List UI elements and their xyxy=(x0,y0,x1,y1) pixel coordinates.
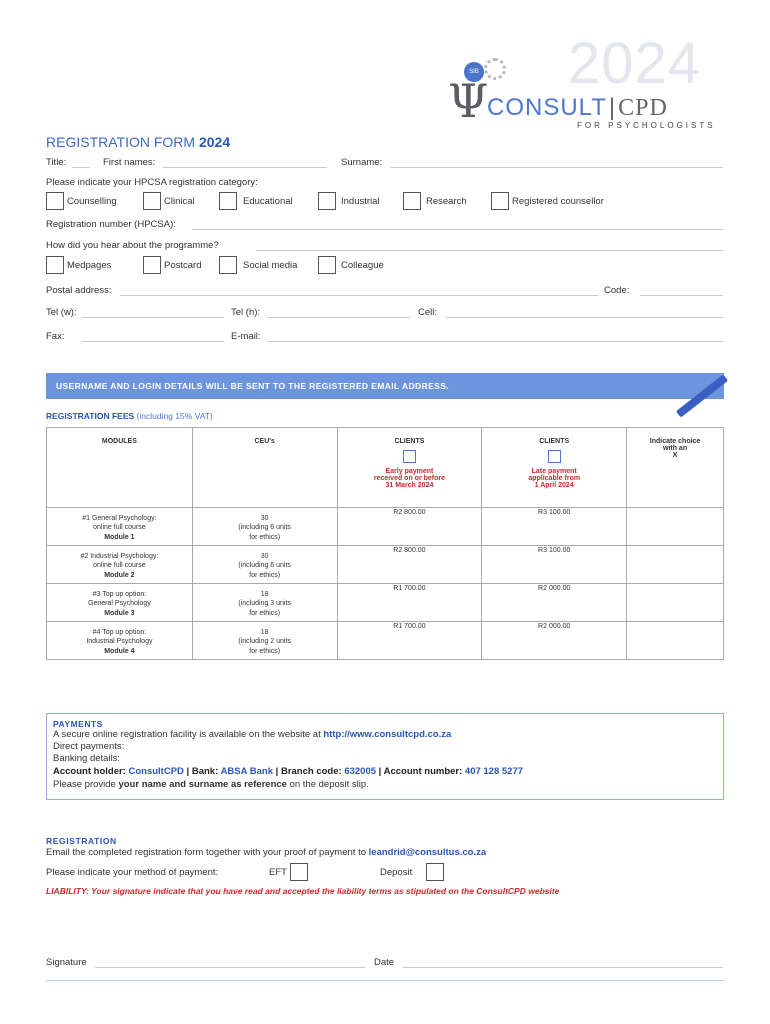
deposit-label: Deposit xyxy=(380,867,413,878)
choice-line-1: Indicate choice xyxy=(649,438,701,445)
late-price: R3 100.00 xyxy=(482,508,627,546)
early-price: R1 700.00 xyxy=(337,622,482,660)
ceu-line: (including 2 units xyxy=(238,638,291,646)
table-row xyxy=(47,622,724,660)
checkbox-social-media[interactable] xyxy=(219,256,237,274)
brand-tagline: FOR PSYCHOLOGISTS xyxy=(577,121,716,130)
form-title-year: 2024 xyxy=(198,134,231,150)
brand-logo xyxy=(487,94,668,122)
ceu-line: 30 xyxy=(260,553,269,560)
header-early xyxy=(337,428,482,508)
brand-separator: | xyxy=(608,94,617,121)
checkbox-early-payment[interactable] xyxy=(403,450,416,463)
registration-email-link[interactable]: leandrid@consultus.co.za xyxy=(368,847,487,858)
fees-title-text: REGISTRATION FEES xyxy=(46,411,135,421)
tel-h-label: Tel (h): xyxy=(231,307,261,318)
table-row xyxy=(47,508,724,546)
late-line-3: 1 April 2024 xyxy=(534,482,574,489)
module-line: #2 Industrial Psychology: xyxy=(80,553,159,560)
form-title-text: REGISTRATION FORM xyxy=(46,134,196,150)
title-label: Title: xyxy=(46,157,67,168)
ceu-cell xyxy=(192,584,337,622)
website-link[interactable]: http://www.consultcpd.co.za xyxy=(323,729,452,740)
checkbox-deposit[interactable] xyxy=(426,863,444,881)
email-label: E-mail: xyxy=(231,331,261,342)
choice-line-3: X xyxy=(672,452,678,459)
module-name: Module 1 xyxy=(104,533,135,541)
module-line: General Psychology xyxy=(88,600,151,608)
table-row xyxy=(47,546,724,584)
source-label: Social media xyxy=(243,260,298,271)
surname-label: Surname: xyxy=(341,157,383,168)
early-price: R1 700.00 xyxy=(337,584,482,622)
ceu-line: 18 xyxy=(260,629,269,636)
early-line-3: 31 March 2024 xyxy=(385,482,434,489)
module-line: #4 Top up option: xyxy=(92,629,147,636)
early-price: R2 800.00 xyxy=(337,546,482,584)
tel-w-field[interactable] xyxy=(82,317,224,318)
signature-label: Signature xyxy=(46,957,87,968)
early-line-1: Early payment xyxy=(385,468,434,475)
email-field[interactable] xyxy=(268,341,723,342)
registration-instruction xyxy=(46,847,486,858)
header-modules: MODULES xyxy=(47,428,193,508)
module-cell xyxy=(47,546,193,584)
choice-line-2: with an xyxy=(662,445,688,452)
module-cell xyxy=(47,622,193,660)
separator: | xyxy=(275,766,279,777)
separator: | xyxy=(378,766,382,777)
ceu-cell xyxy=(192,546,337,584)
cell-field[interactable] xyxy=(446,317,723,318)
category-label: Educational xyxy=(243,196,293,207)
choice-cell[interactable] xyxy=(627,546,724,584)
module-cell xyxy=(47,508,193,546)
checkbox-counselling[interactable] xyxy=(46,192,64,210)
psi-logo-icon: Ψ xyxy=(448,74,489,128)
late-price: R2 000.00 xyxy=(482,584,627,622)
registration-number-field[interactable] xyxy=(192,229,723,230)
code-field[interactable] xyxy=(640,295,723,296)
source-label: Postcard xyxy=(164,260,202,271)
fees-title xyxy=(46,411,213,421)
module-name: Module 3 xyxy=(104,609,135,617)
ceu-line: for ethics) xyxy=(249,609,281,617)
form-title xyxy=(46,134,230,150)
checkbox-research[interactable] xyxy=(403,192,421,210)
first-names-field[interactable] xyxy=(163,167,327,168)
branch-value: 632005 xyxy=(344,766,377,777)
late-price: R3 100.00 xyxy=(482,546,627,584)
fees-header-row xyxy=(47,428,724,508)
reference-bold: your name and surname as reference xyxy=(118,779,287,790)
bank-value: ABSA Bank xyxy=(220,766,273,777)
fees-vat-note: (including 15% VAT) xyxy=(136,411,213,421)
holder-label: Account holder: xyxy=(53,766,126,777)
checkbox-colleague[interactable] xyxy=(318,256,336,274)
choice-cell[interactable] xyxy=(627,508,724,546)
eft-label: EFT xyxy=(269,867,287,878)
source-label: Medpages xyxy=(67,260,112,271)
code-label: Code: xyxy=(604,285,630,296)
signature-field[interactable] xyxy=(95,967,365,968)
heard-prompt: How did you hear about the programme? xyxy=(46,240,219,251)
ceu-line: for ethics) xyxy=(249,533,281,541)
account-details xyxy=(53,765,717,779)
logo-year: 2024 xyxy=(568,31,702,96)
module-line: #3 Top up option: xyxy=(92,591,147,598)
checkbox-late-payment[interactable] xyxy=(548,450,561,463)
tel-h-field[interactable] xyxy=(268,317,410,318)
category-label: Research xyxy=(426,196,467,207)
brand-cpd: CPD xyxy=(618,95,668,121)
checkbox-registered-counsellor[interactable] xyxy=(491,192,509,210)
category-label: Industrial xyxy=(341,196,380,207)
table-row xyxy=(47,584,724,622)
module-line: online full course xyxy=(93,524,146,532)
payments-online-line xyxy=(53,729,717,741)
reference-post: on the deposit slip. xyxy=(289,779,369,790)
payments-box xyxy=(46,713,724,800)
early-price: R2 800.00 xyxy=(337,508,482,546)
tel-w-label: Tel (w): xyxy=(46,307,77,318)
source-label: Colleague xyxy=(341,260,384,271)
category-prompt: Please indicate your HPCSA registration category: xyxy=(46,177,258,188)
category-label: Clinical xyxy=(164,196,195,207)
module-name: Module 4 xyxy=(104,647,135,655)
ceu-cell xyxy=(192,622,337,660)
module-name: Module 2 xyxy=(104,571,135,579)
payments-online-text: A secure online registration facility is available on the website at xyxy=(53,729,321,740)
late-line-1: Late payment xyxy=(531,468,577,475)
fax-label: Fax: xyxy=(46,331,65,342)
branch-label: Branch code: xyxy=(280,766,342,777)
postal-address-label: Postal address: xyxy=(46,285,112,296)
checkbox-educational[interactable] xyxy=(219,192,237,210)
early-line-2: received on or before xyxy=(373,475,446,482)
reference-pre: Please provide xyxy=(53,779,116,790)
date-field[interactable] xyxy=(403,967,723,968)
header-late xyxy=(482,428,627,508)
footer-divider xyxy=(46,980,724,981)
choice-cell[interactable] xyxy=(627,584,724,622)
category-label: Registered counsellor xyxy=(512,196,604,207)
separator: | xyxy=(186,766,190,777)
checkbox-clinical[interactable] xyxy=(143,192,161,210)
banking-details-text: Banking details: xyxy=(53,753,121,764)
choice-cell[interactable] xyxy=(627,622,724,660)
ceu-line: for ethics) xyxy=(249,647,281,655)
registration-heading: REGISTRATION xyxy=(46,836,117,846)
postal-address-field[interactable] xyxy=(120,295,598,296)
account-label: Account number: xyxy=(383,766,463,777)
header-clients-early: CLIENTS xyxy=(394,438,425,445)
registration-number-label: Registration number (HPCSA): xyxy=(46,219,176,230)
surname-field[interactable] xyxy=(390,167,723,168)
ceu-line: 18 xyxy=(260,591,269,598)
cell-label: Cell: xyxy=(418,307,438,318)
registration-instruction-text: Email the completed registration form together with your proof of payment to xyxy=(46,847,366,858)
heard-field[interactable] xyxy=(256,250,723,251)
checkbox-industrial[interactable] xyxy=(318,192,336,210)
header-choice xyxy=(627,428,724,508)
bank-label: Bank: xyxy=(191,766,219,777)
date-label: Date xyxy=(374,957,395,968)
first-names-label: First names: xyxy=(103,157,156,168)
ceu-line: 30 xyxy=(260,515,269,522)
late-price: R2 000.00 xyxy=(482,622,627,660)
reference-line xyxy=(53,779,717,791)
module-line: #1 General Psychology: xyxy=(82,515,157,522)
logo-badge: SIB xyxy=(464,62,484,82)
ceu-line: (including 6 units xyxy=(238,562,291,570)
fax-field[interactable] xyxy=(82,341,224,342)
brand-consult: CONSULT xyxy=(487,94,607,121)
checkbox-medpages[interactable] xyxy=(46,256,64,274)
header-ceus: CEU's xyxy=(192,428,337,508)
payments-heading: PAYMENTS xyxy=(53,719,103,729)
module-line: online full course xyxy=(93,562,146,570)
liability-notice: LIABILITY: Your signature indicate that you have read and accepted the liability terms as stipulated on the ConsultCPD website xyxy=(46,886,560,896)
login-notice-banner: USERNAME AND LOGIN DETAILS WILL BE SENT TO THE REGISTERED EMAIL ADDRESS. xyxy=(46,373,724,399)
fees-table xyxy=(46,427,724,660)
module-line: Industrial Psychology xyxy=(86,638,153,646)
account-value: 407 128 5277 xyxy=(464,766,524,777)
direct-payments-text: Direct payments: xyxy=(53,741,125,752)
ceu-line: (including 6 units xyxy=(238,524,291,532)
checkbox-postcard[interactable] xyxy=(143,256,161,274)
module-cell xyxy=(47,584,193,622)
payment-method-prompt: Please indicate your method of payment: xyxy=(46,867,219,878)
title-field[interactable] xyxy=(72,167,90,168)
ceu-cell xyxy=(192,508,337,546)
ceu-line: for ethics) xyxy=(249,571,281,579)
header-clients-late: CLIENTS xyxy=(539,438,570,445)
late-line-2: applicable from xyxy=(528,475,581,482)
checkbox-eft[interactable] xyxy=(290,863,308,881)
category-label: Counselling xyxy=(67,196,117,207)
holder-value: ConsultCPD xyxy=(128,766,184,777)
ceu-line: (including 3 units xyxy=(238,600,291,608)
